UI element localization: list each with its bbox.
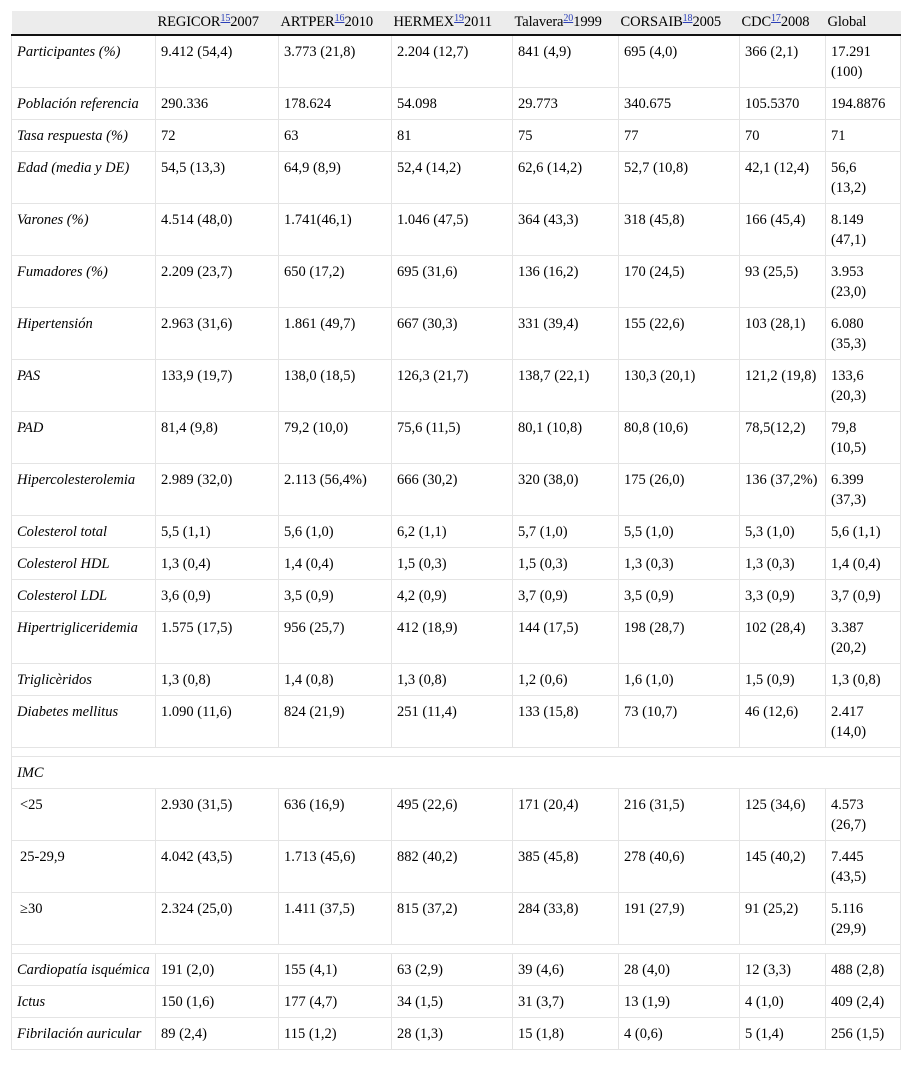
table-cell: 1,5 (0,9) bbox=[740, 664, 826, 696]
table-cell: 79,2 (10,0) bbox=[279, 412, 392, 464]
table-row bbox=[12, 204, 901, 256]
table-cell: 89 (2,4) bbox=[156, 1018, 279, 1050]
table-cell: 150 (1,6) bbox=[156, 986, 279, 1018]
table-cell: 5,5 (1,1) bbox=[156, 516, 279, 548]
table-cell: 56,6 (13,2) bbox=[826, 152, 901, 204]
table-cell: 650 (17,2) bbox=[279, 256, 392, 308]
table-cell: 5.116 (29,9) bbox=[826, 893, 901, 945]
table-cell: 166 (45,4) bbox=[740, 204, 826, 256]
table-cell: 3,3 (0,9) bbox=[740, 580, 826, 612]
column-name: REGICOR bbox=[157, 14, 221, 30]
table-cell: 1,3 (0,4) bbox=[156, 548, 279, 580]
reference-link[interactable]: 17 bbox=[771, 13, 781, 24]
spacer-cell bbox=[12, 945, 901, 954]
table-cell: 75,6 (11,5) bbox=[392, 412, 513, 464]
reference-link[interactable]: 18 bbox=[682, 13, 693, 24]
table-cell: 121,2 (19,8) bbox=[740, 360, 826, 412]
reference-link[interactable]: 16 bbox=[334, 13, 345, 24]
table-row bbox=[12, 516, 901, 548]
table-cell: 1,3 (0,8) bbox=[156, 664, 279, 696]
table-cell: 824 (21,9) bbox=[279, 696, 392, 748]
table-cell: 39 (4,6) bbox=[513, 954, 619, 986]
table-cell: 78,5(12,2) bbox=[740, 412, 826, 464]
table-row bbox=[12, 35, 901, 88]
table-cell: 42,1 (12,4) bbox=[740, 152, 826, 204]
table-cell: 695 (31,6) bbox=[392, 256, 513, 308]
table-cell: 667 (30,3) bbox=[392, 308, 513, 360]
table-cell: 126,3 (21,7) bbox=[392, 360, 513, 412]
row-label: Edad (media y DE) bbox=[12, 152, 156, 204]
table-cell: 29.773 bbox=[513, 88, 619, 120]
row-label: <25 bbox=[12, 789, 156, 841]
table-cell: 12 (3,3) bbox=[740, 954, 826, 986]
table-cell: 194.8876 bbox=[826, 88, 901, 120]
column-name: Global bbox=[827, 14, 867, 30]
table-cell: 191 (27,9) bbox=[619, 893, 740, 945]
table-cell: 155 (4,1) bbox=[279, 954, 392, 986]
table-row bbox=[12, 308, 901, 360]
table-cell: 145 (40,2) bbox=[740, 841, 826, 893]
column-name: ARTPER bbox=[280, 14, 335, 30]
table-cell: 8.149 (47,1) bbox=[826, 204, 901, 256]
column-name: CDC bbox=[741, 14, 772, 30]
table-cell: 71 bbox=[826, 120, 901, 152]
table-cell: 62,6 (14,2) bbox=[513, 152, 619, 204]
table-cell: 364 (43,3) bbox=[513, 204, 619, 256]
table-cell: 5,6 (1,0) bbox=[279, 516, 392, 548]
table-cell: 4 (1,0) bbox=[740, 986, 826, 1018]
spacer-row bbox=[12, 945, 901, 954]
table-cell: 5,5 (1,0) bbox=[619, 516, 740, 548]
table-row bbox=[12, 412, 901, 464]
table-cell: 3,5 (0,9) bbox=[279, 580, 392, 612]
cohort-characteristics-table bbox=[11, 11, 901, 1050]
table-cell: 2.989 (32,0) bbox=[156, 464, 279, 516]
table-cell: 170 (24,5) bbox=[619, 256, 740, 308]
table-cell: 7.445 (43,5) bbox=[826, 841, 901, 893]
table-cell: 72 bbox=[156, 120, 279, 152]
table-row bbox=[12, 696, 901, 748]
table-cell: 2.204 (12,7) bbox=[392, 35, 513, 88]
table-cell: 138,0 (18,5) bbox=[279, 360, 392, 412]
table-cell: 64,9 (8,9) bbox=[279, 152, 392, 204]
column-header-regicor bbox=[156, 11, 279, 35]
table-cell: 9.412 (54,4) bbox=[156, 35, 279, 88]
table-cell: 175 (26,0) bbox=[619, 464, 740, 516]
row-label: Cardiopatía isquémica bbox=[12, 954, 156, 986]
table-cell: 133 (15,8) bbox=[513, 696, 619, 748]
header-blank-cell bbox=[12, 11, 156, 35]
table-cell: 2.963 (31,6) bbox=[156, 308, 279, 360]
table-cell: 133,6 (20,3) bbox=[826, 360, 901, 412]
table-cell: 3.773 (21,8) bbox=[279, 35, 392, 88]
table-cell: 3.387 (20,2) bbox=[826, 612, 901, 664]
table-cell: 1,5 (0,3) bbox=[392, 548, 513, 580]
row-label: PAD bbox=[12, 412, 156, 464]
table-cell: 136 (16,2) bbox=[513, 256, 619, 308]
table-cell: 80,1 (10,8) bbox=[513, 412, 619, 464]
column-header-cdc bbox=[740, 11, 826, 35]
table-cell: 28 (4,0) bbox=[619, 954, 740, 986]
column-name: HERMEX bbox=[393, 14, 455, 30]
row-label: Colesterol LDL bbox=[12, 580, 156, 612]
table-row bbox=[12, 789, 901, 841]
section-label: IMC bbox=[12, 757, 901, 789]
table-cell: 216 (31,5) bbox=[619, 789, 740, 841]
row-label: Triglicèridos bbox=[12, 664, 156, 696]
table-cell: 412 (18,9) bbox=[392, 612, 513, 664]
table-cell: 91 (25,2) bbox=[740, 893, 826, 945]
table-cell: 138,7 (22,1) bbox=[513, 360, 619, 412]
table-cell: 3.953 (23,0) bbox=[826, 256, 901, 308]
column-header-corsaib bbox=[619, 11, 740, 35]
table-cell: 17.291 (100) bbox=[826, 35, 901, 88]
table-cell: 1,3 (0,3) bbox=[740, 548, 826, 580]
table-cell: 5 (1,4) bbox=[740, 1018, 826, 1050]
table-cell: 1,6 (1,0) bbox=[619, 664, 740, 696]
spacer-cell bbox=[12, 748, 901, 757]
table-cell: 4.573 (26,7) bbox=[826, 789, 901, 841]
table-cell: 1,5 (0,3) bbox=[513, 548, 619, 580]
column-year: 1999 bbox=[573, 14, 602, 30]
table-cell: 278 (40,6) bbox=[619, 841, 740, 893]
row-label: 25-29,9 bbox=[12, 841, 156, 893]
row-label: Fumadores (%) bbox=[12, 256, 156, 308]
reference-link[interactable]: 15 bbox=[220, 13, 231, 24]
table-cell: 318 (45,8) bbox=[619, 204, 740, 256]
table-cell: 2.113 (56,4%) bbox=[279, 464, 392, 516]
table-cell: 178.624 bbox=[279, 88, 392, 120]
table-cell: 125 (34,6) bbox=[740, 789, 826, 841]
table-body bbox=[12, 35, 901, 1050]
table-cell: 284 (33,8) bbox=[513, 893, 619, 945]
table-cell: 52,7 (10,8) bbox=[619, 152, 740, 204]
column-header-talavera bbox=[513, 11, 619, 35]
row-label: PAS bbox=[12, 360, 156, 412]
table-cell: 136 (37,2%) bbox=[740, 464, 826, 516]
table-cell: 366 (2,1) bbox=[740, 35, 826, 88]
reference-link[interactable]: 19 bbox=[454, 13, 464, 24]
table-cell: 3,7 (0,9) bbox=[513, 580, 619, 612]
table-cell: 54,5 (13,3) bbox=[156, 152, 279, 204]
table-cell: 331 (39,4) bbox=[513, 308, 619, 360]
table-cell: 115 (1,2) bbox=[279, 1018, 392, 1050]
table-cell: 52,4 (14,2) bbox=[392, 152, 513, 204]
table-cell: 3,5 (0,9) bbox=[619, 580, 740, 612]
table-cell: 1,4 (0,4) bbox=[279, 548, 392, 580]
section-row-imc bbox=[12, 757, 901, 789]
table-row bbox=[12, 360, 901, 412]
row-label: Ictus bbox=[12, 986, 156, 1018]
table-cell: 1.861 (49,7) bbox=[279, 308, 392, 360]
table-cell: 63 bbox=[279, 120, 392, 152]
table-cell: 28 (1,3) bbox=[392, 1018, 513, 1050]
row-label: Fibrilación auricular bbox=[12, 1018, 156, 1050]
table-cell: 256 (1,5) bbox=[826, 1018, 901, 1050]
table-cell: 290.336 bbox=[156, 88, 279, 120]
table-cell: 144 (17,5) bbox=[513, 612, 619, 664]
table-cell: 4 (0,6) bbox=[619, 1018, 740, 1050]
table-cell: 6,2 (1,1) bbox=[392, 516, 513, 548]
table-cell: 177 (4,7) bbox=[279, 986, 392, 1018]
table-cell: 5,3 (1,0) bbox=[740, 516, 826, 548]
table-row bbox=[12, 841, 901, 893]
table-row bbox=[12, 986, 901, 1018]
table-row bbox=[12, 1018, 901, 1050]
table-cell: 75 bbox=[513, 120, 619, 152]
table-header bbox=[12, 11, 901, 35]
table-cell: 105.5370 bbox=[740, 88, 826, 120]
table-cell: 636 (16,9) bbox=[279, 789, 392, 841]
table-cell: 815 (37,2) bbox=[392, 893, 513, 945]
table-row bbox=[12, 256, 901, 308]
table-cell: 13 (1,9) bbox=[619, 986, 740, 1018]
table-cell: 1.411 (37,5) bbox=[279, 893, 392, 945]
table-cell: 3,7 (0,9) bbox=[826, 580, 901, 612]
table-cell: 495 (22,6) bbox=[392, 789, 513, 841]
table-row bbox=[12, 88, 901, 120]
column-year: 2011 bbox=[463, 14, 492, 30]
table-cell: 4.514 (48,0) bbox=[156, 204, 279, 256]
table-cell: 133,9 (19,7) bbox=[156, 360, 279, 412]
table-cell: 34 (1,5) bbox=[392, 986, 513, 1018]
column-name: Talavera bbox=[514, 14, 564, 30]
table-cell: 130,3 (20,1) bbox=[619, 360, 740, 412]
table-cell: 3,6 (0,9) bbox=[156, 580, 279, 612]
table-cell: 31 (3,7) bbox=[513, 986, 619, 1018]
row-label: Participantes (%) bbox=[12, 35, 156, 88]
table-cell: 6.080 (35,3) bbox=[826, 308, 901, 360]
table-cell: 103 (28,1) bbox=[740, 308, 826, 360]
table-cell: 1,2 (0,6) bbox=[513, 664, 619, 696]
table-cell: 81 bbox=[392, 120, 513, 152]
table-cell: 15 (1,8) bbox=[513, 1018, 619, 1050]
table-cell: 46 (12,6) bbox=[740, 696, 826, 748]
table-cell: 63 (2,9) bbox=[392, 954, 513, 986]
row-label: Colesterol HDL bbox=[12, 548, 156, 580]
table-cell: 882 (40,2) bbox=[392, 841, 513, 893]
table-cell: 4,2 (0,9) bbox=[392, 580, 513, 612]
table-cell: 2.417 (14,0) bbox=[826, 696, 901, 748]
column-name: CORSAIB bbox=[620, 14, 683, 30]
table-cell: 1.046 (47,5) bbox=[392, 204, 513, 256]
table-cell: 695 (4,0) bbox=[619, 35, 740, 88]
table-cell: 340.675 bbox=[619, 88, 740, 120]
table-cell: 1,3 (0,8) bbox=[826, 664, 901, 696]
table-cell: 320 (38,0) bbox=[513, 464, 619, 516]
column-year: 2005 bbox=[692, 14, 722, 30]
table-row bbox=[12, 120, 901, 152]
column-year: 2007 bbox=[230, 14, 259, 30]
table-row bbox=[12, 580, 901, 612]
table-cell: 102 (28,4) bbox=[740, 612, 826, 664]
row-label: Diabetes mellitus bbox=[12, 696, 156, 748]
table-cell: 1.741(46,1) bbox=[279, 204, 392, 256]
table-cell: 6.399 (37,3) bbox=[826, 464, 901, 516]
table-cell: 1.090 (11,6) bbox=[156, 696, 279, 748]
table-cell: 171 (20,4) bbox=[513, 789, 619, 841]
table-cell: 251 (11,4) bbox=[392, 696, 513, 748]
table-cell: 2.324 (25,0) bbox=[156, 893, 279, 945]
table-row bbox=[12, 664, 901, 696]
row-label: Colesterol total bbox=[12, 516, 156, 548]
table-cell: 191 (2,0) bbox=[156, 954, 279, 986]
table-cell: 80,8 (10,6) bbox=[619, 412, 740, 464]
table-cell: 1,3 (0,8) bbox=[392, 664, 513, 696]
table-row bbox=[12, 464, 901, 516]
table-row bbox=[12, 893, 901, 945]
row-label: ≥30 bbox=[12, 893, 156, 945]
table-cell: 73 (10,7) bbox=[619, 696, 740, 748]
header-row bbox=[12, 11, 901, 35]
row-label: Población referencia bbox=[12, 88, 156, 120]
column-header-artper bbox=[279, 11, 392, 35]
table-cell: 198 (28,7) bbox=[619, 612, 740, 664]
table-cell: 1.713 (45,6) bbox=[279, 841, 392, 893]
table-cell: 2.209 (23,7) bbox=[156, 256, 279, 308]
table-cell: 2.930 (31,5) bbox=[156, 789, 279, 841]
table-row bbox=[12, 612, 901, 664]
table-cell: 841 (4,9) bbox=[513, 35, 619, 88]
table-cell: 1.575 (17,5) bbox=[156, 612, 279, 664]
table-row bbox=[12, 152, 901, 204]
table-cell: 488 (2,8) bbox=[826, 954, 901, 986]
column-header-hermex bbox=[392, 11, 513, 35]
table-cell: 4.042 (43,5) bbox=[156, 841, 279, 893]
table-cell: 956 (25,7) bbox=[279, 612, 392, 664]
column-year: 2010 bbox=[344, 14, 374, 30]
table-cell: 385 (45,8) bbox=[513, 841, 619, 893]
table-row bbox=[12, 954, 901, 986]
column-year: 2008 bbox=[780, 14, 810, 30]
table-cell: 155 (22,6) bbox=[619, 308, 740, 360]
table-cell: 5,7 (1,0) bbox=[513, 516, 619, 548]
table-cell: 79,8 (10,5) bbox=[826, 412, 901, 464]
table-cell: 5,6 (1,1) bbox=[826, 516, 901, 548]
table-cell: 1,4 (0,4) bbox=[826, 548, 901, 580]
table-cell: 666 (30,2) bbox=[392, 464, 513, 516]
table-cell: 93 (25,5) bbox=[740, 256, 826, 308]
table-cell: 81,4 (9,8) bbox=[156, 412, 279, 464]
table-cell: 1,4 (0,8) bbox=[279, 664, 392, 696]
row-label: Hipertrigliceridemia bbox=[12, 612, 156, 664]
table-cell: 1,3 (0,3) bbox=[619, 548, 740, 580]
column-header-global bbox=[826, 11, 901, 35]
table-cell: 77 bbox=[619, 120, 740, 152]
spacer-row bbox=[12, 748, 901, 757]
reference-link[interactable]: 20 bbox=[563, 13, 574, 24]
table-cell: 54.098 bbox=[392, 88, 513, 120]
table-cell: 409 (2,4) bbox=[826, 986, 901, 1018]
row-label: Hipercolesterolemia bbox=[12, 464, 156, 516]
table-row bbox=[12, 548, 901, 580]
row-label: Tasa respuesta (%) bbox=[12, 120, 156, 152]
row-label: Hipertensión bbox=[12, 308, 156, 360]
table-cell: 70 bbox=[740, 120, 826, 152]
row-label: Varones (%) bbox=[12, 204, 156, 256]
